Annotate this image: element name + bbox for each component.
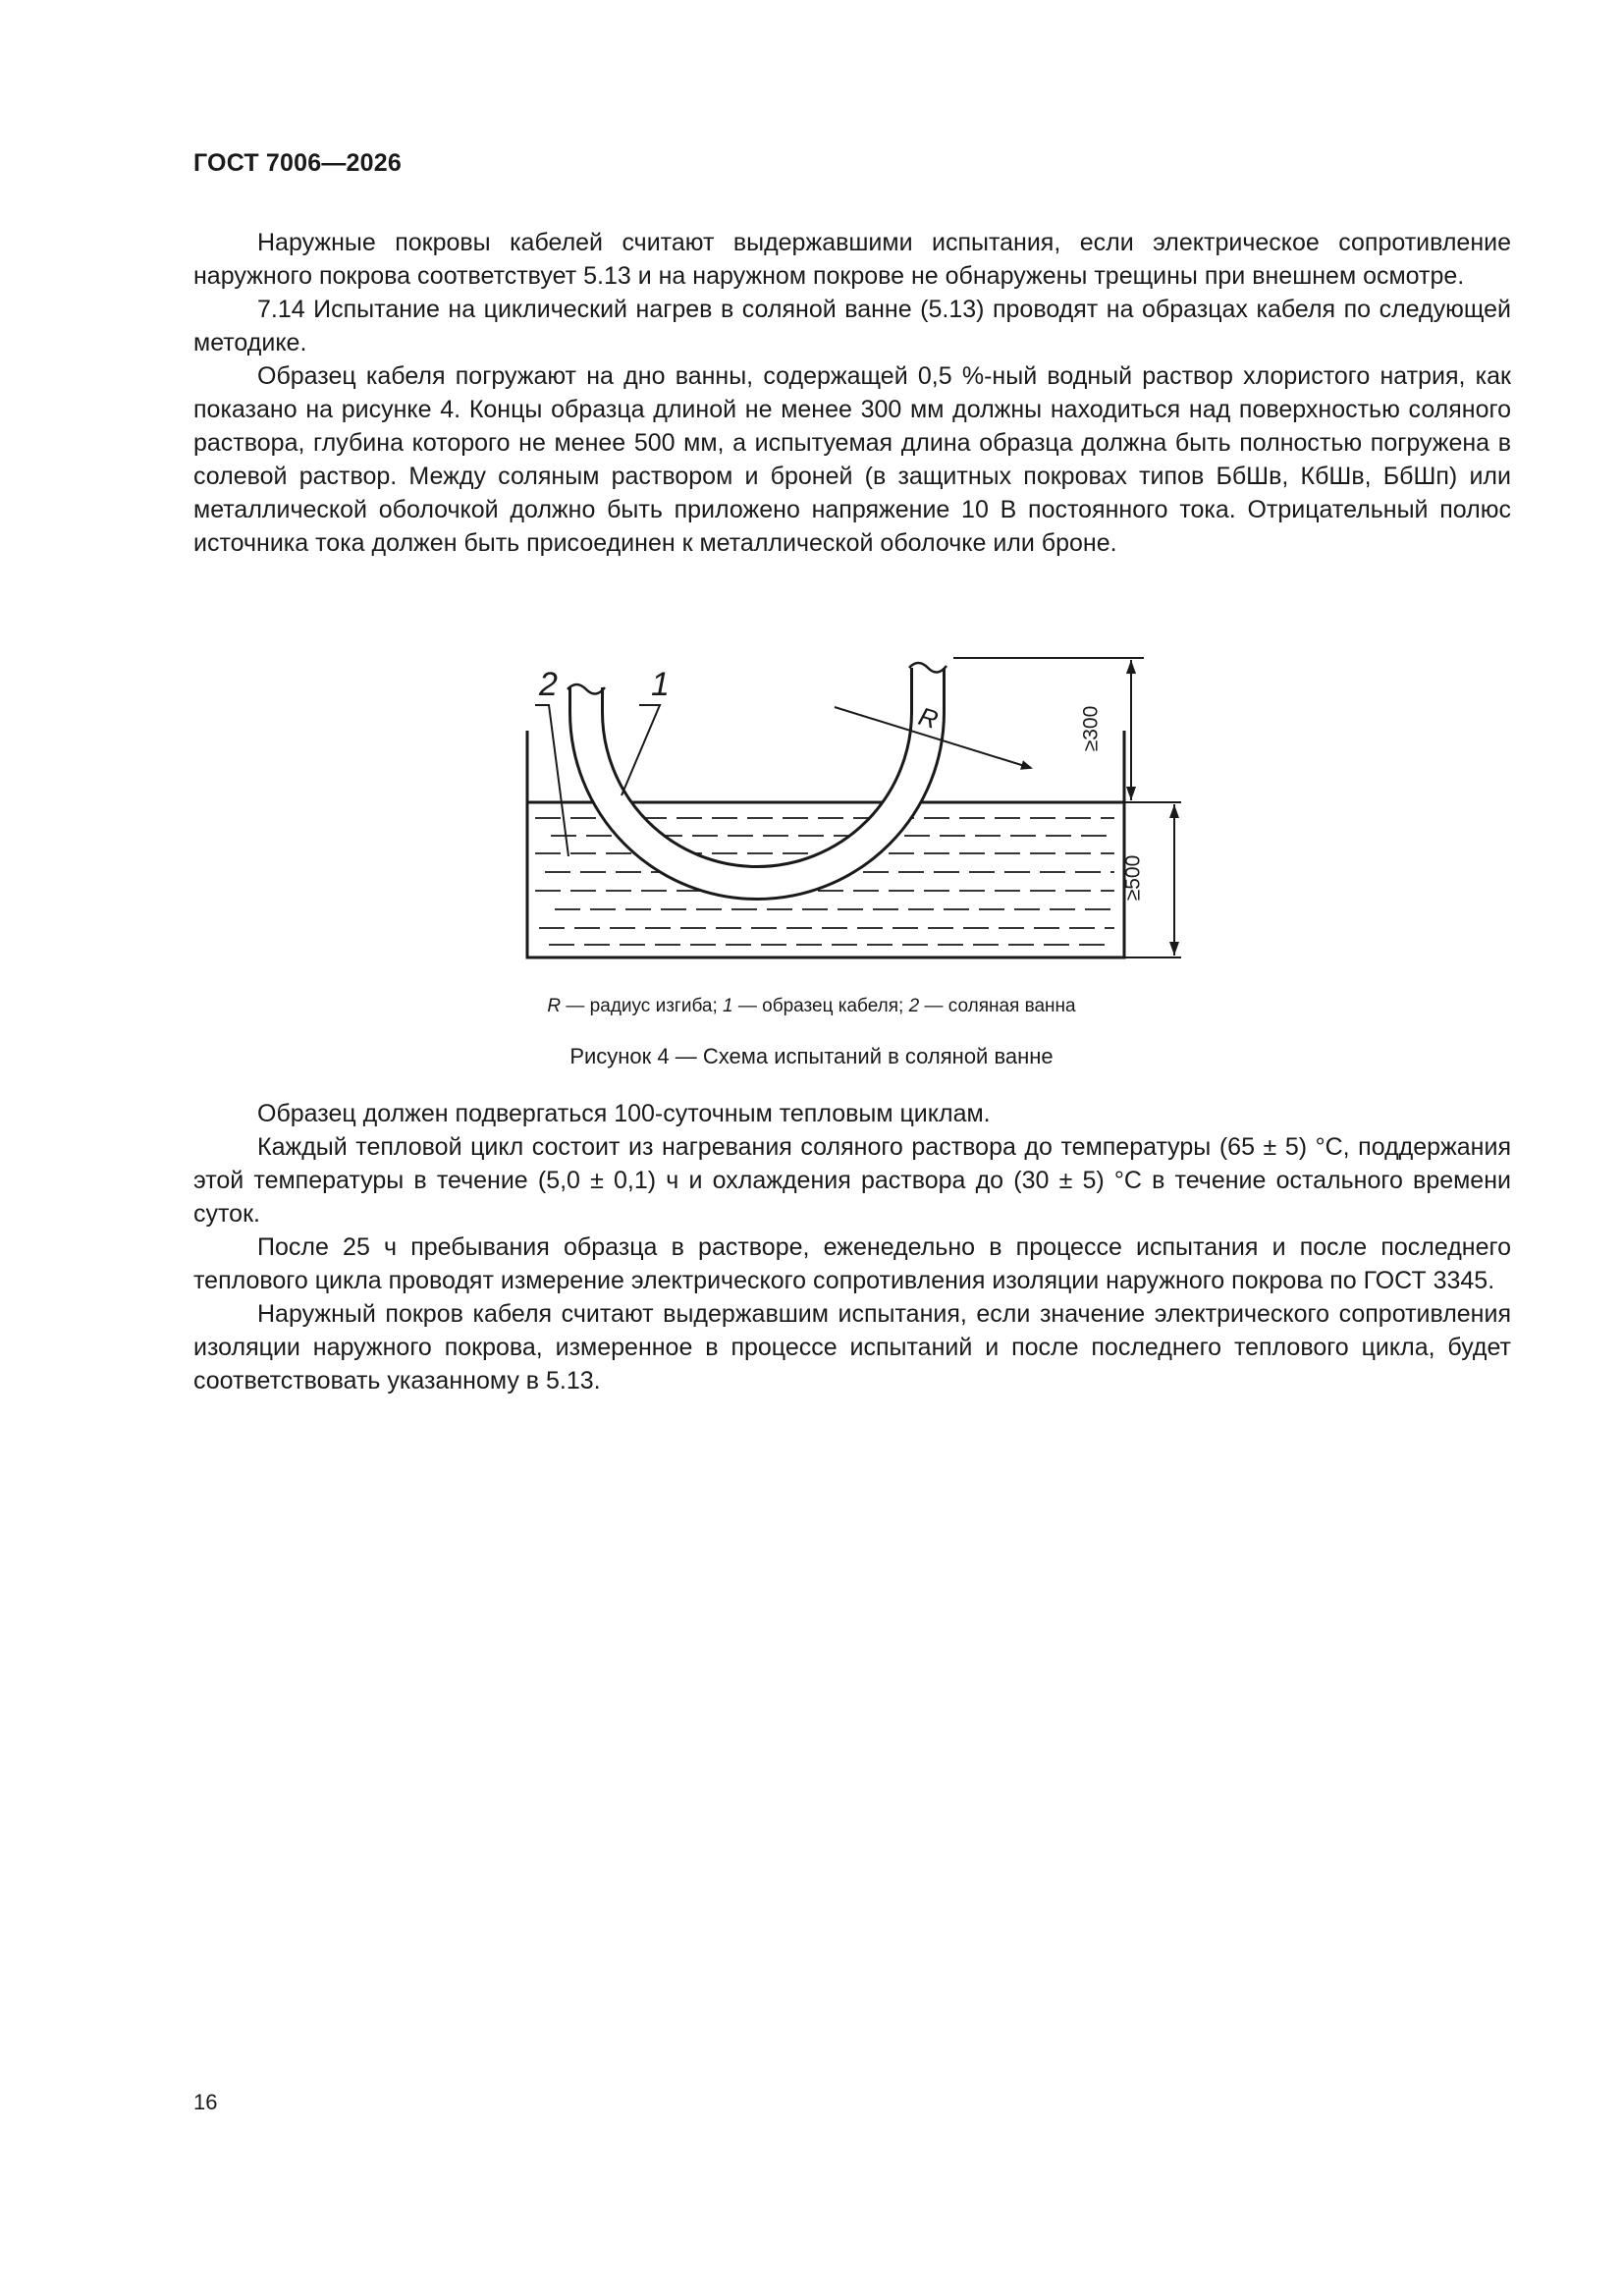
label-cable-number: 1	[651, 666, 670, 703]
paragraph: Образец должен подвергаться 100-суточным тепловым циклам.	[257, 1100, 991, 1127]
document-code-header: ГОСТ 7006—2026	[193, 149, 402, 177]
paragraph: Образец кабеля погружают на дно ванны, содержащей 0,5 %-ный водный раствор хлористого натрия, как показано на рисунке 4. Концы образца длиной не менее 300 мм должны находиться над поверхностью соляного раствора, глубина которого не менее 500 мм, а испытуемая длина образца должна быть полностью погружена в солевой раствор. Между соляным раствором и броней (в защитных покровах типов БбШв, КбШв, БбШп) или металлической оболочкой должно быть приложено напряжение 10 В постоянного тока. Отрицательный полюс источника тока должен быть присоединен к металлической оболочке или броне.	[193, 362, 1511, 557]
figure-salt-bath-diagram	[506, 638, 1173, 992]
legend-n2-text: — соляная ванна	[919, 996, 1076, 1016]
paragraph: 7.14 Испытание на циклический нагрев в соляной ванне (5.13) проводят на образцах кабеля по следующей методике.	[193, 296, 1511, 356]
body-text-top	[193, 226, 1511, 560]
cable-sample	[586, 668, 928, 883]
salt-bath-diagram	[506, 638, 1173, 992]
paragraph: Наружный покров кабеля считают выдержавшим испытания, если значение электрического сопротивления изоляции наружного покрова, измеренное в процессе испытаний и после последнего теплового цикла, будет соответствовать указанному в 5.13.	[193, 1300, 1511, 1394]
page-number: 16	[193, 2090, 218, 2114]
paragraph: Каждый тепловой цикл состоит из нагревания соляного раствора до температуры (65 ± 5) °С, поддержания этой температуры в течение (5,0 ± 0,1) ч и охлаждения раствора до (30 ± 5) °С в течение остального времени суток.	[193, 1133, 1511, 1228]
legend-n1-text: — образец кабеля;	[732, 996, 909, 1016]
label-bath-number: 2	[539, 666, 558, 703]
paragraph: После 25 ч пребывания образца в растворе, еженедельно в процессе испытания и после последнего теплового цикла проводят измерение электрического сопротивления изоляции наружного покрова по ГОСТ 3345.	[193, 1233, 1511, 1294]
figure-caption: Рисунок 4 — Схема испытаний в соляной ванне	[569, 1044, 1054, 1068]
legend-n1: 1	[723, 996, 733, 1016]
legend-r-symbol: R	[547, 996, 562, 1016]
leader-line-2	[535, 705, 568, 856]
paragraph: Наружные покровы кабелей считают выдержавшими испытания, если электрическое сопротивление наружного покрова соответствует 5.13 и на наружном покрове не обнаружены трещины при внешнем осмотре.	[193, 229, 1511, 290]
label-dim-top: ≥300	[1079, 705, 1103, 752]
label-radius: R	[915, 700, 942, 736]
legend-r-text: — радиус изгиба;	[561, 996, 724, 1016]
figure-legend	[0, 996, 1623, 1017]
legend-n2: 2	[908, 996, 920, 1016]
body-text-bottom	[193, 1097, 1511, 1397]
label-dim-bottom: ≥500	[1121, 854, 1145, 902]
bath-outline	[527, 731, 1124, 957]
leader-line-1	[622, 705, 660, 795]
